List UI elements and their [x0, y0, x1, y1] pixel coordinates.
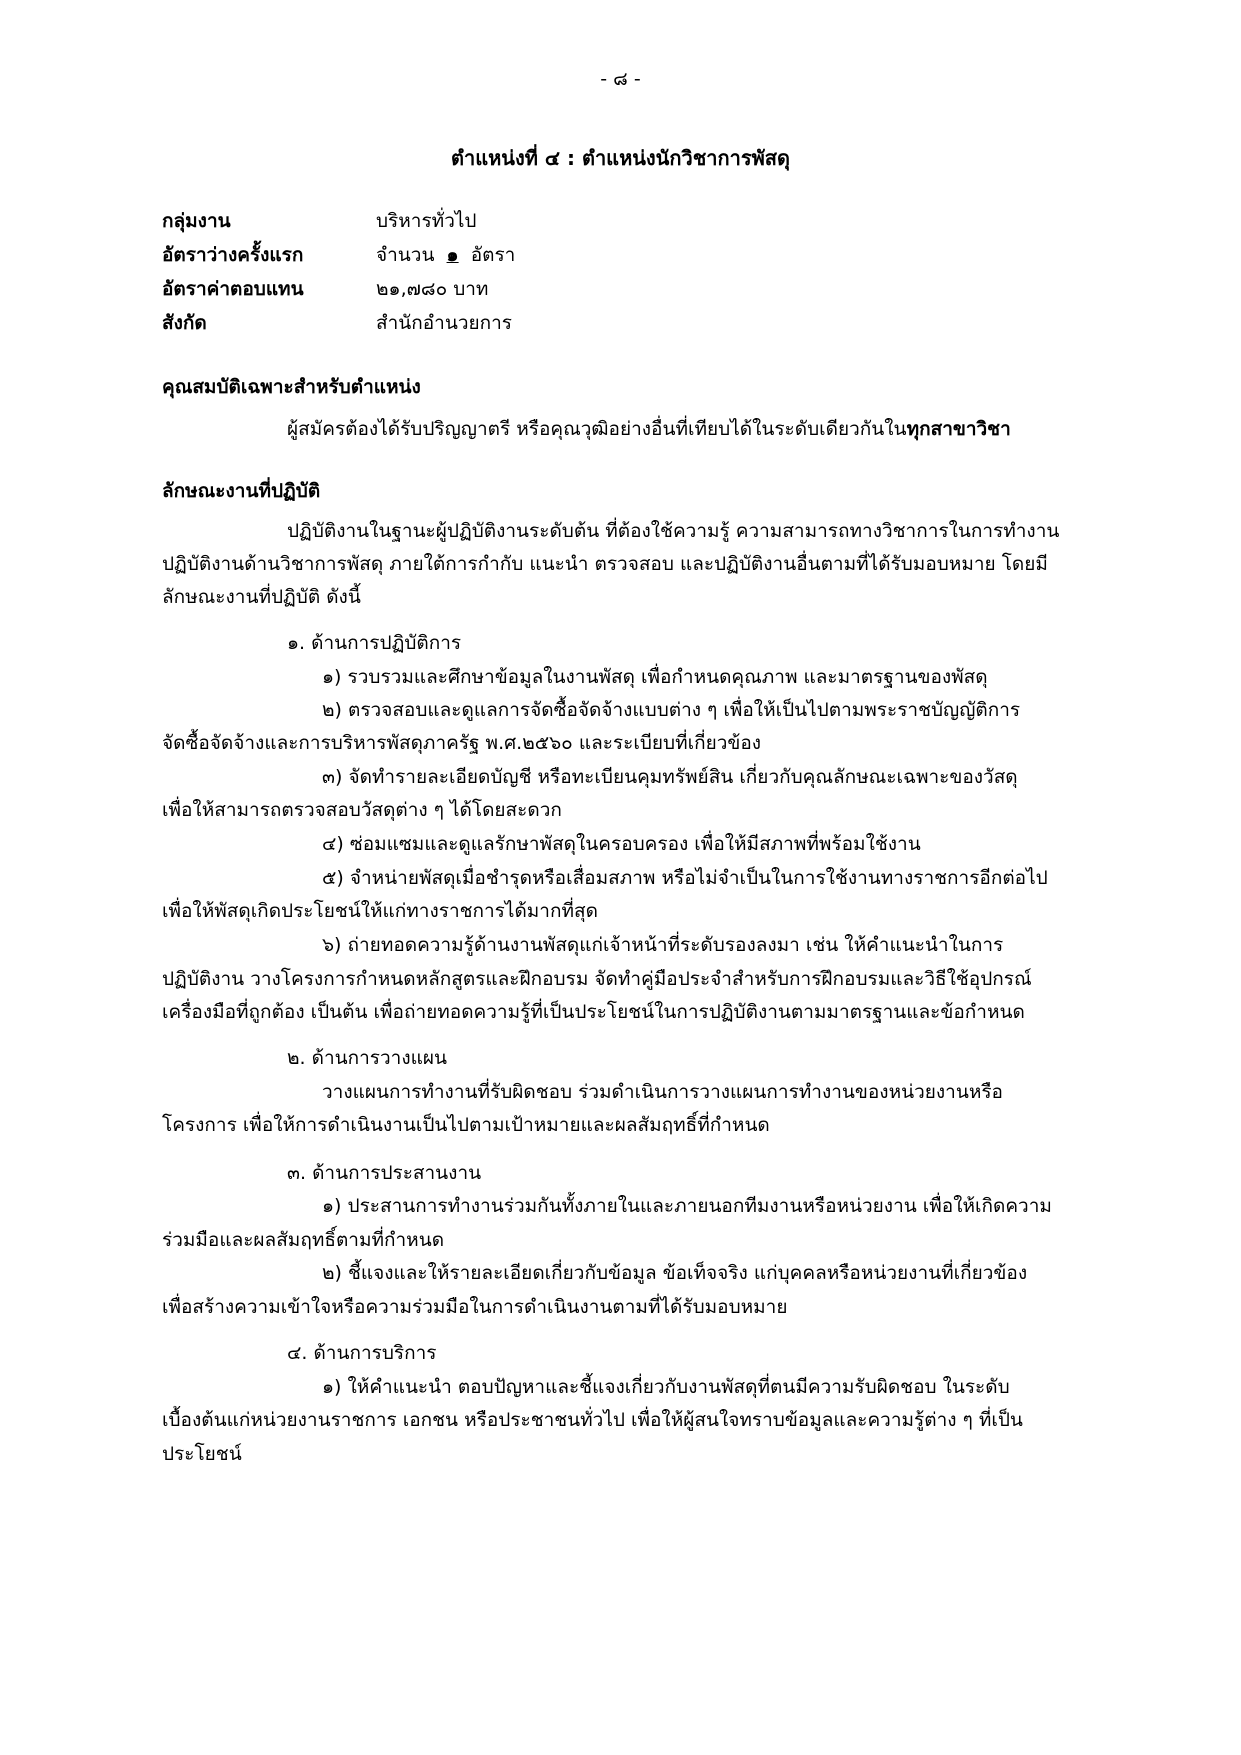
section-3-item-1: ๑) ประสานการทำงานร่วมกันทั้งภายในและภายนอกทีมงานหรือหน่วยงาน เพื่อให้เกิดความ — [322, 1195, 1052, 1217]
section-4-heading: ๔. ด้านการบริการ — [287, 1342, 437, 1364]
vacancy-prefix: จำนวน — [376, 244, 435, 266]
section-2-heading: ๒. ด้านการวางแผน — [287, 1047, 447, 1069]
qualification-heading: คุณสมบัติเฉพาะสำหรับตำแหน่ง — [162, 376, 421, 398]
duties-heading: ลักษณะงานที่ปฏิบัติ — [162, 480, 321, 502]
section-1-item-2: ๒) ตรวจสอบและดูแลการจัดซื้อจัดจ้างแบบต่าง ๆ เพื่อให้เป็นไปตามพระราชบัญญัติการ — [322, 699, 1021, 721]
page-number: - ๘ - — [600, 68, 641, 90]
section-1-heading: ๑. ด้านการปฏิบัติการ — [287, 632, 462, 654]
section-1-item-6-cont: ปฏิบัติงาน วางโครงการกำหนดหลักสูตรและฝึกอบรม จัดทำคู่มือประจำสำหรับการฝึกอบรมและวิธีใช้อุปกรณ์ — [162, 968, 1032, 990]
group-value: บริหารทั่วไป — [376, 210, 477, 232]
section-3-item-1-cont: ร่วมมือและผลสัมฤทธิ์ตามที่กำหนด — [162, 1229, 445, 1251]
section-1-item-5-cont: เพื่อให้พัสดุเกิดประโยชน์ให้แก่ทางราชการได้มากที่สุด — [162, 900, 598, 922]
salary-value: ๒๑,๗๘๐ บาท — [376, 278, 489, 300]
vacancy-suffix: อัตรา — [470, 244, 516, 266]
section-2-text-cont: โครงการ เพื่อให้การดำเนินงานเป็นไปตามเป้าหมายและผลสัมฤทธิ์ที่กำหนด — [162, 1114, 770, 1136]
vacancy-value — [376, 240, 515, 270]
section-1-item-6-cont: เครื่องมือที่ถูกต้อง เป็นต้น เพื่อถ่ายทอดความรู้ที่เป็นประโยชน์ในการปฏิบัติงานตามมาตรฐานและข้อกำหนด — [162, 1001, 1025, 1023]
page-title: ตำแหน่งที่ ๔ : ตำแหน่งนักวิชาการพัสดุ — [451, 146, 790, 170]
section-1-item-3: ๓) จัดทำรายละเอียดบัญชี หรือทะเบียนคุมทรัพย์สิน เกี่ยวกับคุณลักษณะเฉพาะของวัสดุ — [322, 766, 1018, 788]
section-3-item-2-cont: เพื่อสร้างความเข้าใจหรือความร่วมมือในการดำเนินงานตามที่ได้รับมอบหมาย — [162, 1296, 788, 1318]
section-1-item-3-cont: เพื่อให้สามารถตรวจสอบวัสดุต่าง ๆ ได้โดยสะดวก — [162, 799, 562, 821]
section-1-item-2-cont: จัดซื้อจัดจ้างและการบริหารพัสดุภาครัฐ พ.ศ.๒๕๖๐ และระเบียบที่เกี่ยวข้อง — [162, 732, 762, 754]
qualification-text-bold: ทุกสาขาวิชา — [906, 418, 1011, 440]
duties-intro-line: ปฏิบัติงานในฐานะผู้ปฏิบัติงานระดับต้น ที่ต้องใช้ความรู้ ความสามารถทางวิชาการในการทำงาน — [287, 520, 1060, 542]
salary-label: อัตราค่าตอบแทน — [162, 278, 304, 300]
section-1-item-6: ๖) ถ่ายทอดความรู้ด้านงานพัสดุแก่เจ้าหน้าที่ระดับรองลงมา เช่น ให้คำแนะนำในการ — [322, 934, 1004, 956]
section-4-item-1-cont: เบื้องต้นแก่หน่วยงานราชการ เอกชน หรือประชาชนทั่วไป เพื่อให้ผู้สนใจทราบข้อมูลและความรู้ต่าง ๆ ที่เป็น — [162, 1409, 1023, 1431]
vacancy-count: ๑ — [446, 244, 459, 266]
qualification-text — [287, 414, 1011, 444]
section-2-text: วางแผนการทำงานที่รับผิดชอบ ร่วมดำเนินการวางแผนการทำงานของหน่วยงานหรือ — [322, 1081, 1003, 1103]
duties-intro-line: ลักษณะงานที่ปฏิบัติ ดังนี้ — [162, 586, 361, 608]
section-1-item-5: ๕) จำหน่ายพัสดุเมื่อชำรุดหรือเสื่อมสภาพ หรือไม่จำเป็นในการใช้งานทางราชการอีกต่อไป — [322, 867, 1048, 889]
section-1-item-4: ๔) ซ่อมแซมและดูแลรักษาพัสดุในครอบครอง เพื่อให้มีสภาพที่พร้อมใช้งาน — [322, 833, 921, 855]
group-label: กลุ่มงาน — [162, 210, 231, 232]
section-1-item-1: ๑) รวบรวมและศึกษาข้อมูลในงานพัสดุ เพื่อกำหนดคุณภาพ และมาตรฐานของพัสดุ — [322, 666, 988, 688]
duties-intro-line: ปฏิบัติงานด้านวิชาการพัสดุ ภายใต้การกำกับ แนะนำ ตรวจสอบ และปฏิบัติงานอื่นตามที่ได้รับมอบหมาย โดยมี — [162, 553, 1048, 575]
office-value: สำนักอำนวยการ — [376, 312, 513, 334]
section-4-item-1: ๑) ให้คำแนะนำ ตอบปัญหาและชี้แจงเกี่ยวกับงานพัสดุที่ตนมีความรับผิดชอบ ในระดับ — [322, 1376, 1010, 1398]
office-label: สังกัด — [162, 312, 207, 334]
vacancy-label: อัตราว่างครั้งแรก — [162, 244, 304, 266]
section-3-heading: ๓. ด้านการประสานงาน — [287, 1162, 482, 1184]
section-4-item-1-cont: ประโยชน์ — [162, 1443, 242, 1465]
section-3-item-2: ๒) ชี้แจงและให้รายละเอียดเกี่ยวกับข้อมูล ข้อเท็จจริง แก่บุคคลหรือหน่วยงานที่เกี่ยวข้อง — [322, 1262, 1028, 1284]
qualification-text-main: ผู้สมัครต้องได้รับปริญญาตรี หรือคุณวุฒิอย่างอื่นที่เทียบได้ในระดับเดียวกันใน — [287, 418, 907, 440]
